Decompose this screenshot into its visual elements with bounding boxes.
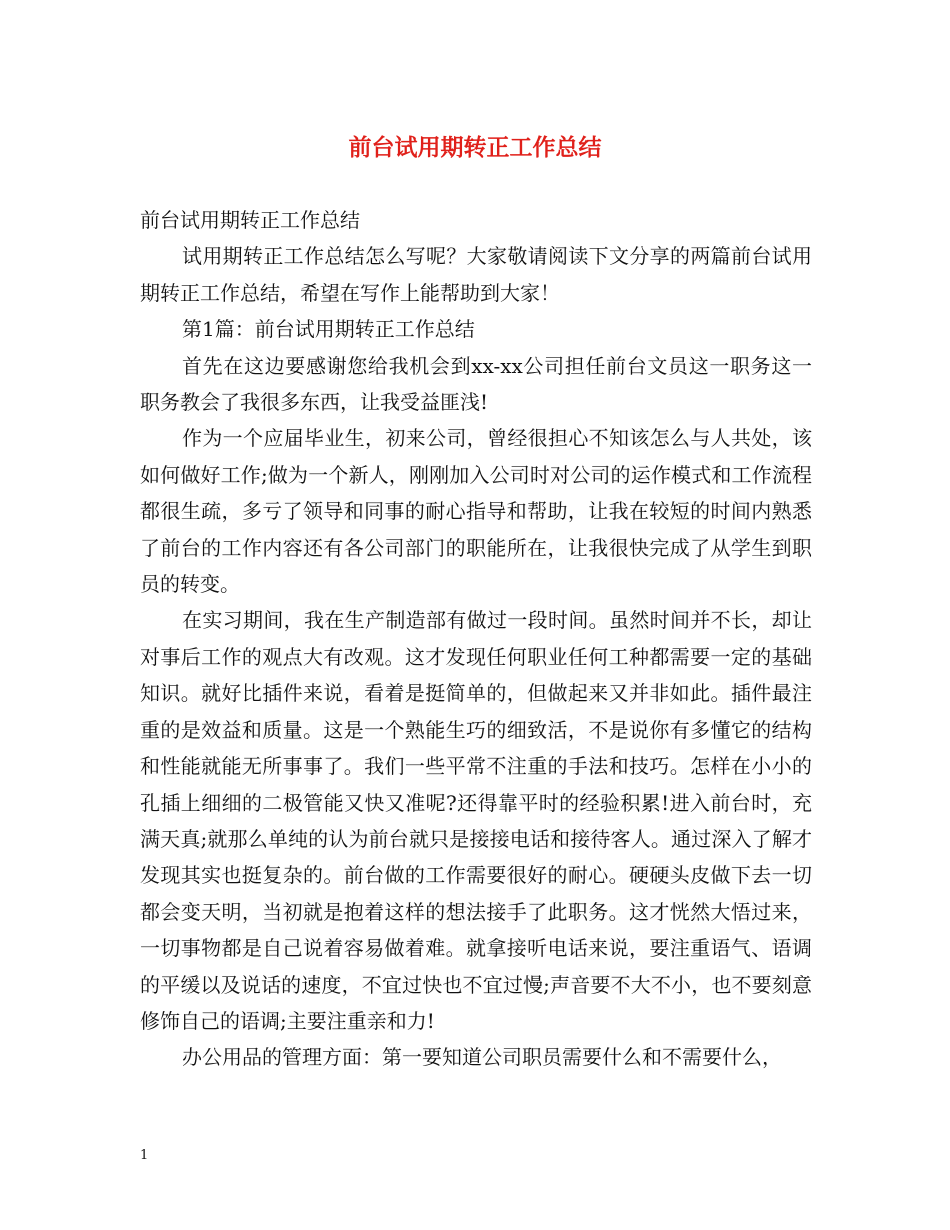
paragraph-section-title: 第1篇：前台试用期转正工作总结: [182, 317, 475, 342]
page-number: 1: [140, 1148, 149, 1163]
paragraph-intro: 试用期转正工作总结怎么写呢？大家敬请阅读下文分享的两篇前台试用期转正工作总结，希望在写作上能帮助到大家！: [140, 244, 812, 305]
paragraph-internship: 在实习期间，我在生产制造部有做过一段时间。虽然时间并不长，却让对事后工作的观点大有改观。这才发现任何职业任何工种都需要一定的基础知识。就好比插件来说，看着是挺简单的，但做起来又并非如此。插件最注重的是效益和质量。这是一个熟能生巧的细致活，不是说你有多懂它的结构和性能就能无所事事了。我们一些平常不注重的手法和技巧。怎样在小小的孔插上细细的二极管能又快又准呢?还得靠平时的经验积累!进入前台时，充满天真;就那么单纯的认为前台就只是接接电话和接待客人。通过深入了解才发现其实也挺复杂的。前台做的工作需要很好的耐心。硬硬头皮做下去一切都会变天明，当初就是抱着这样的想法接手了此职务。这才恍然大悟过来，一切事物都是自己说着容易做着难。就拿接听电话来说，要注重语气、语调的平缓以及说话的速度，不宜过快也不宜过慢;声音要不大不小，也不要刻意修饰自己的语调;主要注重亲和力!: [140, 608, 812, 1033]
document-body: [140, 202, 812, 1076]
paragraph-office-supplies: 办公用品的管理方面：第一要知道公司职员需要什么和不需要什么，: [182, 1045, 782, 1070]
paragraph-graduate: 作为一个应届毕业生，初来公司，曾经很担心不知该怎么与人共处，该如何做好工作;做为一个新人，刚刚加入公司时对公司的运作模式和工作流程都很生疏，多亏了领导和同事的耐心指导和帮助，让我在较短的时间内熟悉了前台的工作内容还有各公司部门的职能所在，让我很快完成了从学生到职员的转变。: [140, 426, 812, 597]
paragraph-thanks: 首先在这边要感谢您给我机会到xx-xx公司担任前台文员这一职务这一职务教会了我很多东西，让我受益匪浅!: [140, 353, 812, 415]
paragraph-heading: 前台试用期转正工作总结: [140, 208, 360, 232]
document-title: 前台试用期转正工作总结: [348, 135, 602, 161]
